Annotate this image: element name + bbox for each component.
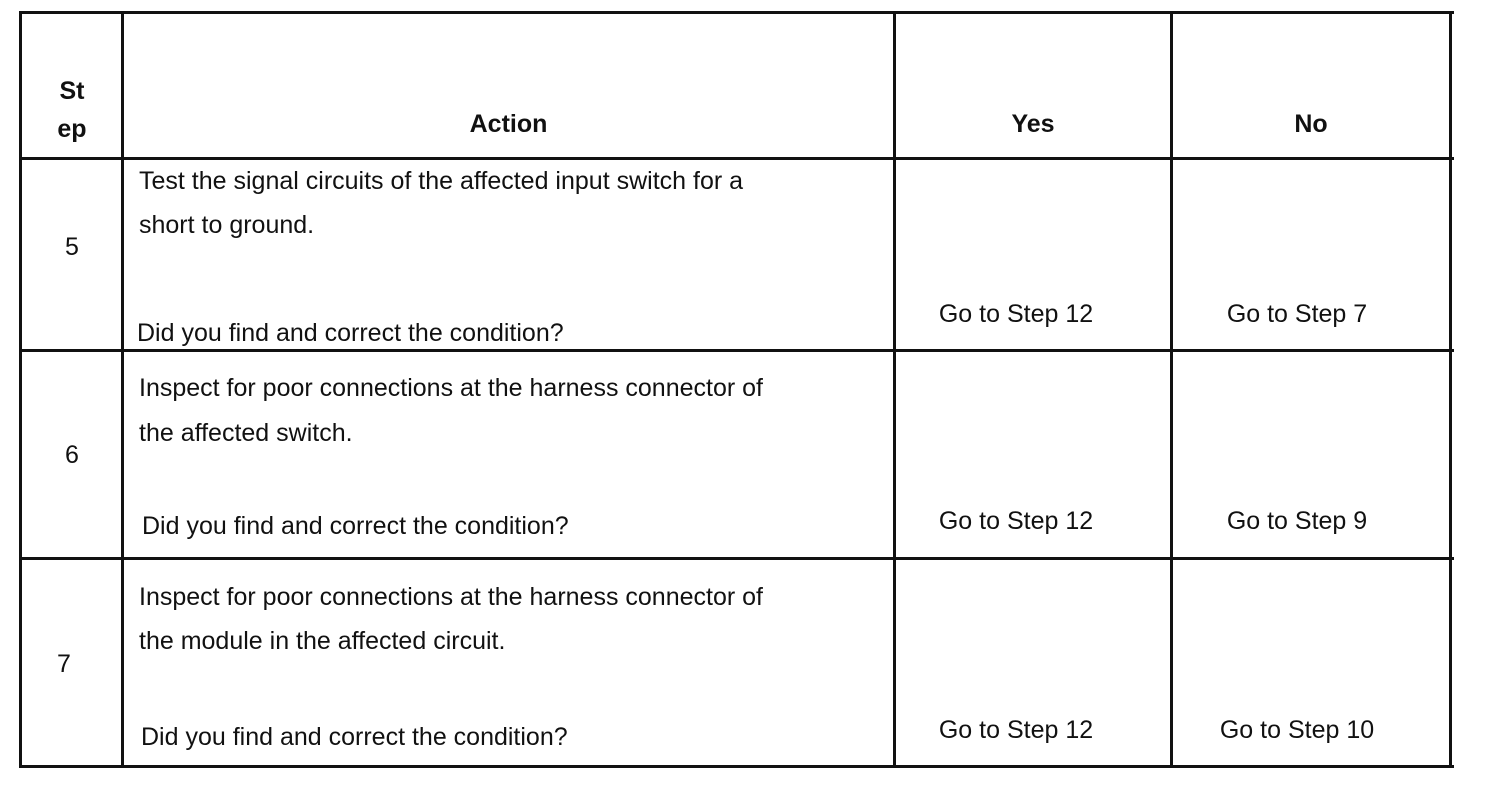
header-step-line1: St [59, 77, 85, 105]
yes-result: Go to Step 12 [938, 300, 1094, 328]
action-text: short to ground. [139, 211, 315, 239]
header-step [22, 72, 122, 148]
action-text: Inspect for poor connections at the harness connector of [139, 583, 763, 611]
header-action: Action [469, 110, 548, 138]
action-text: Inspect for poor connections at the harness connector of [139, 374, 763, 402]
step-number: 7 [57, 650, 71, 678]
action-question: Did you find and correct the condition? [142, 512, 569, 540]
step-number: 5 [65, 233, 79, 261]
row-divider [19, 557, 1454, 560]
action-text: the module in the affected circuit. [139, 627, 506, 655]
step-number: 6 [65, 441, 79, 469]
yes-result: Go to Step 12 [938, 716, 1094, 744]
no-result: Go to Step 10 [1219, 716, 1375, 744]
table-border-right [1449, 11, 1452, 768]
action-question: Did you find and correct the condition? [137, 319, 564, 347]
yes-result: Go to Step 12 [938, 507, 1094, 535]
no-result: Go to Step 9 [1226, 507, 1368, 535]
action-question: Did you find and correct the condition? [141, 723, 568, 751]
action-text: Test the signal circuits of the affected input switch for a [139, 167, 744, 195]
header-no: No [1294, 110, 1328, 138]
table-border-top [19, 11, 1454, 14]
table-border-bottom [19, 765, 1454, 768]
header-step-line2: ep [57, 115, 87, 143]
header-yes: Yes [1011, 110, 1055, 138]
no-result: Go to Step 7 [1226, 300, 1368, 328]
action-text: the affected switch. [139, 419, 353, 447]
